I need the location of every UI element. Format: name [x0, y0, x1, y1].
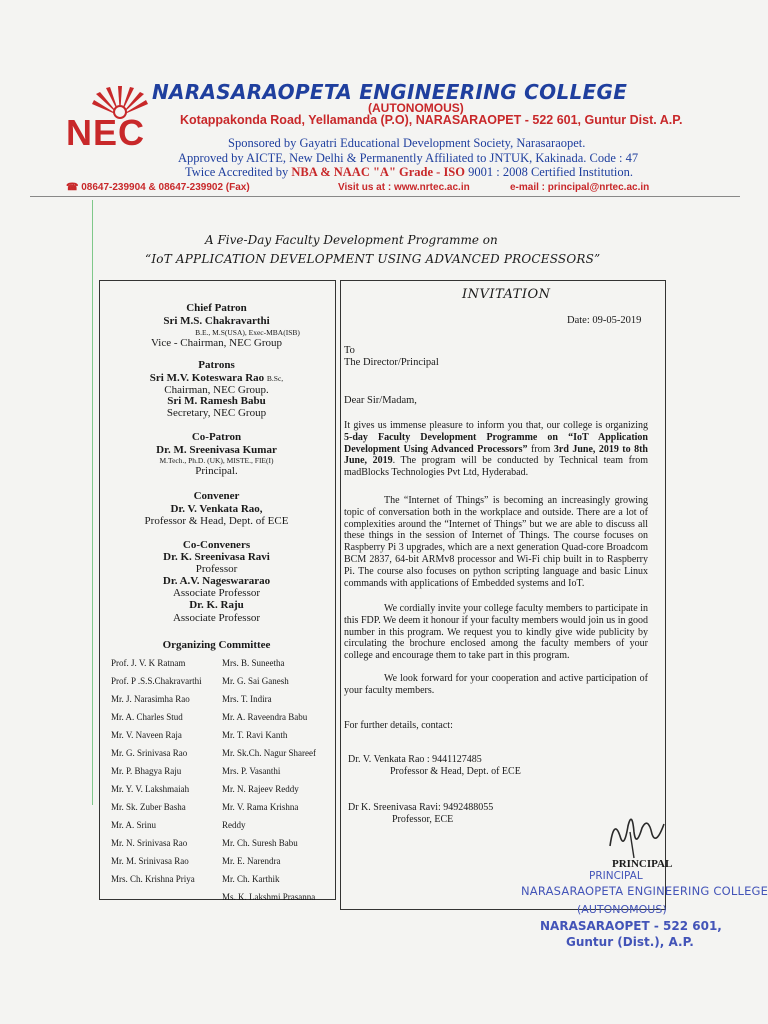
programme-title: A Five-Day Faculty Development Programme on	[205, 233, 498, 247]
patron-1-role: Chairman, NEC Group.	[164, 384, 269, 396]
committee-member: Mr. A. Srinu	[111, 820, 157, 830]
convener-heading: Convener	[193, 490, 240, 502]
patron-1: Sri M.V. Koteswara Rao B.Sc,	[149, 372, 284, 384]
committee-member: Mr. M. Srinivasa Rao	[111, 856, 189, 866]
committee-member: Mr. A. Raveendra Babu	[222, 712, 308, 722]
co-patron-heading: Co-Patron	[191, 431, 242, 443]
committee-member: Mr. V. Naveen Raja	[111, 730, 182, 740]
chief-patron-heading: Chief Patron	[186, 302, 247, 314]
autonomous-label: (AUTONOMOUS)	[368, 101, 464, 115]
principal-title: PRINCIPAL	[612, 858, 673, 870]
committee-member: Mr. Ch. Karthik	[222, 874, 280, 884]
convener-name: Dr. V. Venkata Rao,	[170, 503, 263, 515]
co-patron-role: Principal.	[195, 465, 238, 477]
co-convener-2-name: Dr. A.V. Nageswararao	[162, 575, 271, 587]
signature-icon	[604, 806, 668, 861]
committee-member: Mr. E. Narendra	[222, 856, 281, 866]
salutation: Dear Sir/Madam,	[344, 395, 417, 406]
chief-patron-degree: B.E., M.S(USA), Exec-MBA(ISB)	[195, 328, 300, 337]
patron-2-name: Sri M. Ramesh Babu	[167, 395, 266, 407]
committee-member: Mr. V. Rama Krishna	[222, 802, 299, 812]
committee-member: Mr. Y. V. Lakshmaiah	[111, 784, 190, 794]
sponsor-line: Sponsored by Gayatri Educational Development Society, Narasaraopet.	[228, 136, 586, 150]
college-name: NARASARAOPETA ENGINEERING COLLEGE	[152, 80, 628, 104]
letter-date: Date: 09-05-2019	[567, 315, 642, 326]
co-convener-3-name: Dr. K. Raju	[189, 599, 244, 611]
paragraph-4: We look forward for your cooperation and active participation of your faculty members.	[344, 673, 648, 696]
contact-1-role: Professor & Head, Dept. of ECE	[390, 766, 521, 777]
committee-member: Mr. N. Srinivasa Rao	[111, 838, 188, 848]
contact-1-phone: Dr. V. Venkata Rao : 9441127485	[348, 754, 482, 765]
committee-member: Mr. J. Narasimha Rao	[111, 694, 190, 704]
committee-member: Reddy	[222, 820, 246, 830]
co-convener-2-role: Associate Professor	[172, 587, 261, 599]
margin-line	[92, 200, 93, 805]
stamp-principal: PRINCIPAL	[589, 870, 643, 882]
committee-member: Prof. J. V. K Ratnam	[111, 658, 186, 668]
approval-line: Approved by AICTE, New Delhi & Permanently Affiliated to JNTUK, Kakinada. Code : 47	[178, 151, 639, 165]
patron-2-role: Secretary, NEC Group	[166, 407, 267, 419]
accreditation-line: Twice Accredited by NBA & NAAC "A" Grade - ISO 9001 : 2008 Certified Institution.	[185, 165, 634, 179]
stamp-city: NARASARAOPET - 522 601,	[540, 919, 722, 933]
paragraph-1: It gives us immense pleasure to inform you that, our college is organizing 5-day Faculty Development Programme on “IoT Application Development Using Advanced Processors” from 3rd June, 2019 to 8th June, 2019. The program will be conducted by Technical team from madBlocks Technologies Pvt Ltd, Hyderabad.	[344, 420, 649, 479]
committee-member: Mr. G. Srinivasa Rao	[111, 748, 188, 758]
committee-member: Mr. Sk. Zuber Basha	[111, 802, 186, 812]
co-patron-name: Dr. M. Sreenivasa Kumar	[156, 444, 277, 456]
co-patron-degree: M.Tech., Ph.D. (UK), MISTE., FIE(I)	[159, 456, 274, 465]
invitation-heading: INVITATION	[462, 287, 551, 302]
contact-2-phone: Dr K. Sreenivasa Ravi: 9492488055	[348, 802, 494, 813]
website: Visit us at : www.nrtec.ac.in	[338, 182, 470, 193]
stamp-district: Guntur (Dist.), A.P.	[566, 935, 694, 949]
email: e-mail : principal@nrtec.ac.in	[510, 182, 650, 193]
contact-intro: For further details, contact:	[344, 720, 453, 731]
to-label: To	[344, 345, 355, 356]
addressee: The Director/Principal	[344, 357, 439, 368]
committee-member: Mr. A. Charles Stud	[111, 712, 183, 722]
chief-patron-role: Vice - Chairman, NEC Group	[150, 337, 282, 349]
committee-member: Mr. T. Ravi Kanth	[222, 730, 288, 740]
paragraph-2: The “Internet of Things” is becoming an increasingly growing topic of conversation both in the workplace and outside. There are a lot of complexities around the “Internet of Things” but we are able to discuss all these things in the session of Internet of Things. The course focuses on Raspberry Pi 3 upgrades, which are a next generation Quad-core Broadcom BCM 2837, 64-bit ARMv8 processor and Wi-Fi chip built in to Raspberry Pi. The course also focuses on python scripting language and basic Linux commands with applications of Embedded systems and IoT.	[344, 495, 648, 589]
committee-member: Mr. N. Rajeev Reddy	[222, 784, 299, 794]
co-convener-1-role: Professor	[195, 563, 238, 575]
co-conveners-heading: Co-Conveners	[182, 539, 251, 551]
stamp-college: NARASARAOPETA ENGINEERING COLLEGE	[521, 884, 768, 898]
committee-member: Mr. G. Sai Ganesh	[222, 676, 289, 686]
co-convener-3-role: Associate Professor	[172, 612, 261, 624]
committee-member: Ms. K. Lakshmi Prasanna	[222, 892, 316, 902]
committee-member: Mrs. B. Suneetha	[222, 658, 285, 668]
chief-patron-name: Sri M.S. Chakravarthi	[163, 315, 270, 327]
co-convener-1-name: Dr. K. Sreenivasa Ravi	[163, 551, 270, 563]
programme-topic: “IoT APPLICATION DEVELOPMENT USING ADVANCED PROCESSORS”	[145, 252, 601, 266]
contact-2-role: Professor, ECE	[392, 814, 454, 825]
convener-role: Professor & Head, Dept. of ECE	[144, 515, 289, 527]
patrons-heading: Patrons	[198, 359, 235, 371]
header-divider	[30, 196, 740, 197]
committee-heading: Organizing Committee	[162, 639, 271, 651]
committee-member: Mr. Ch. Suresh Babu	[222, 838, 298, 848]
paragraph-3: We cordially invite your college faculty members to participate in this FDP. We deem it honour if your faculty members would join us in good number in this program. We request you to kindly give wide publicity by circulating the brochure enclosed among the faculty members of your college and encourage them to take part in this program.	[344, 603, 648, 662]
committee-member: Mrs. P. Vasanthi	[222, 766, 281, 776]
stamp-autonomous: (AUTONOMOUS)	[577, 903, 667, 916]
committee-member: Mrs. T. Indira	[222, 694, 272, 704]
college-address: Kotappakonda Road, Yellamanda (P.O), NARASARAOPET - 522 601, Guntur Dist. A.P.	[180, 113, 683, 127]
committee-member: Mr. P. Bhagya Raju	[111, 766, 182, 776]
phone-number: ☎ 08647-239904 & 08647-239902 (Fax)	[66, 182, 250, 193]
committee-member: Mr. Sk.Ch. Nagur Shareef	[222, 748, 316, 758]
committee-member: Prof. P .S.S.Chakravarthi	[111, 676, 202, 686]
logo-text: NEC	[66, 112, 146, 153]
committee-member: Mrs. Ch. Krishna Priya	[111, 874, 195, 884]
